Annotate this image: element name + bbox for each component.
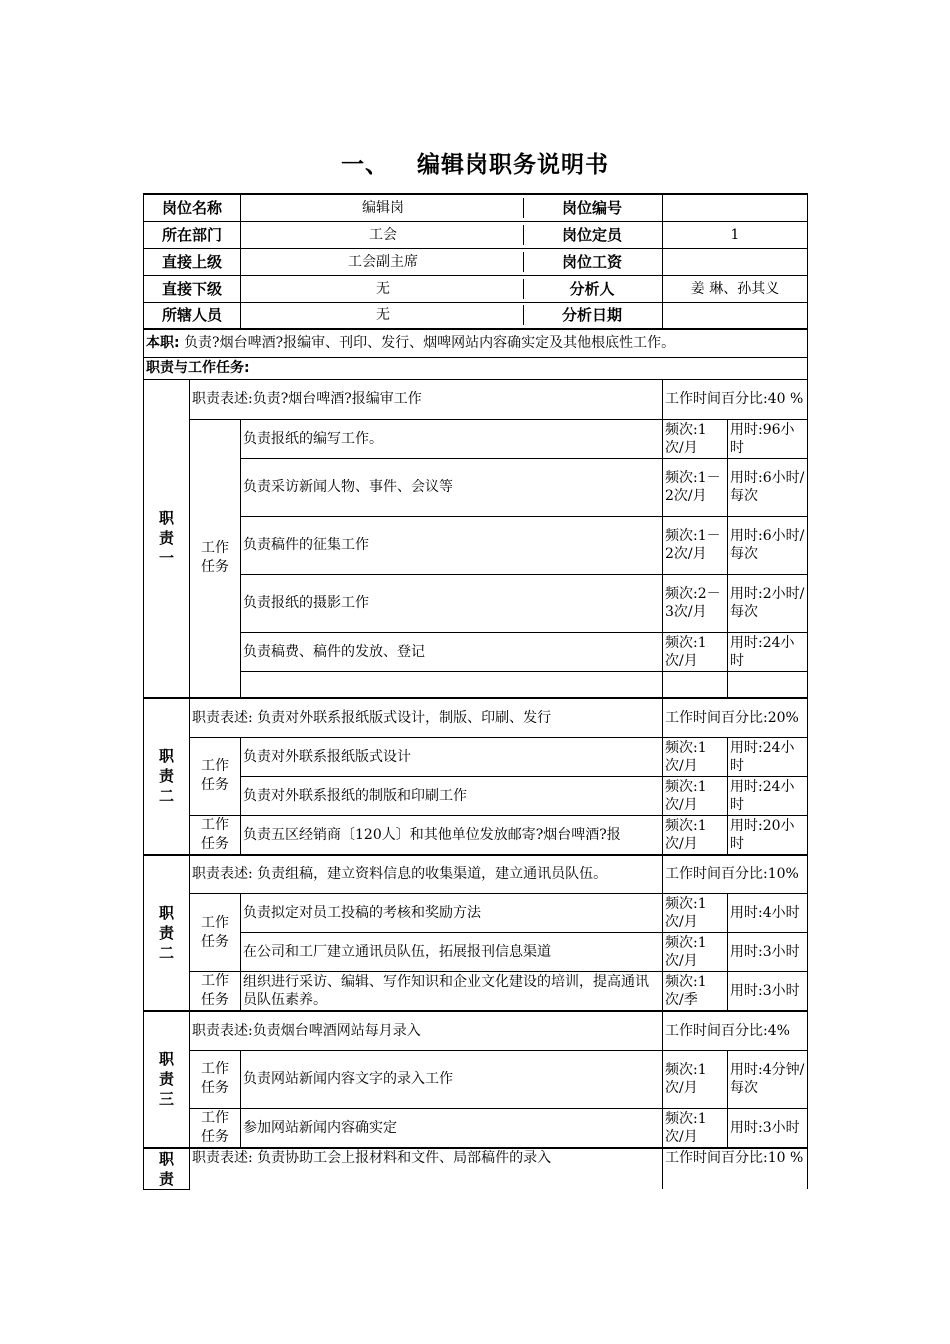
duty-5-statement: 职责表述: 负责协助工会上报材料和文件、局部稿件的录入: [190, 1148, 663, 1190]
duty-1-task-1-freq: 频次:1次/月: [663, 419, 728, 458]
duty-3-task-2: 在公司和工厂建立通讯员队伍，拓展报刊信息渠道: [241, 933, 663, 972]
duty-2-task-3-freq: 频次:1次/月: [663, 815, 728, 855]
summary-text: 负责?烟台啤酒?报编审、刊印、发行、烟啤网站内容确实定及其他根底性工作。: [184, 335, 676, 352]
duty-2-task-1-time: 用时:24小时: [728, 737, 808, 776]
duty-3-statement: 职责表述: 负责组稿，建立资料信息的收集渠道，建立通讯员队伍。: [190, 855, 663, 894]
duty-3-task-1: 负责拟定对员工投稿的考核和奖励方法: [241, 894, 663, 933]
duty-1-empty-task: [241, 671, 663, 698]
title-text: 编辑岗职务说明书: [417, 152, 609, 178]
position-name-value: 编辑岗 岗位编号: [241, 194, 663, 221]
headcount-label: 岗位定员: [562, 225, 623, 244]
duty-1-task-2: 负责采访新闻人物、事件、会议等: [241, 458, 663, 516]
duty-2-task-label: 工作 任务: [190, 737, 241, 815]
duty-3-task-3: 组织进行采访、编辑、写作知识和企业文化建设的培训，提高通讯员队伍素养。: [241, 972, 663, 1012]
duty-2-percent: 工作时间百分比:20%: [663, 698, 808, 737]
duty-1-task-3: 负责稿件的征集工作: [241, 516, 663, 574]
duty-1-task-5-time: 用时:24小时: [728, 632, 808, 671]
duty-4-percent: 工作时间百分比:4%: [663, 1011, 808, 1050]
department-value: 工会 岗位定员: [241, 221, 663, 248]
duty-1-task-1: 负责报纸的编写工作。: [241, 419, 663, 458]
duty-1-task-4-freq: 频次:2－3次/月: [663, 574, 728, 632]
superior-label: 直接上级: [144, 248, 241, 275]
duty-1-task-2-time: 用时:6小时/每次: [728, 458, 808, 516]
position-code-value: [663, 194, 808, 221]
duty-3-task-2-time: 用时:3小时: [728, 933, 808, 972]
position-code-label: 岗位编号: [562, 198, 623, 217]
position-name-label: 岗位名称: [144, 194, 241, 221]
duty-2-task-3-time: 用时:20小时: [728, 815, 808, 855]
duty-3-task-2-freq: 频次:1次/月: [663, 933, 728, 972]
duty-4-task-1-time: 用时:4分钟/每次: [728, 1050, 808, 1108]
duty-3-task-1-time: 用时:4小时: [728, 894, 808, 933]
duty-4-task-2-time: 用时:3小时: [728, 1108, 808, 1148]
duty-5-percent: 工作时间百分比:10 %: [663, 1148, 808, 1190]
duty-1-task-3-freq: 频次:1－2次/月: [663, 516, 728, 574]
duty-3-task-3-time: 用时:3小时: [728, 972, 808, 1012]
duty-1-task-2-freq: 频次:1－2次/月: [663, 458, 728, 516]
duty-4-task2-label: 工作 任务: [190, 1108, 241, 1148]
superior-value: 工会副主席 岗位工资: [241, 248, 663, 275]
analyst-value: 姜 琳、孙其义: [663, 275, 808, 302]
duty-4-task-1: 负责网站新闻内容文字的录入工作: [241, 1050, 663, 1108]
managed-label: 所辖人员: [144, 302, 241, 329]
duty-2-task-3: 负责五区经销商〔120人〕和其他单位发放邮寄?烟台啤酒?报: [241, 815, 663, 855]
duty-2-name: 职 责 二: [144, 698, 190, 855]
page-title: [0, 146, 950, 179]
duty-3-task-3-freq: 频次:1次/季: [663, 972, 728, 1012]
analysis-date-label: 分析日期: [562, 306, 623, 325]
summary-label: 本职:: [146, 335, 180, 352]
duty-4-name: 职 责 三: [144, 1011, 190, 1148]
duty-3-task-1-freq: 频次:1次/月: [663, 894, 728, 933]
duty-1-task-3-time: 用时:6小时/每次: [728, 516, 808, 574]
duty-2-task-1-freq: 频次:1次/月: [663, 737, 728, 776]
headcount-value: 1: [663, 221, 808, 248]
salary-label: 岗位工资: [562, 252, 623, 271]
job-description-table: [143, 193, 808, 1190]
analysis-date-value: [663, 302, 808, 329]
duty-3-task-label: 工作 任务: [190, 894, 241, 972]
subordinate-value: 无 分析人: [241, 275, 663, 302]
duty-3-percent: 工作时间百分比:10%: [663, 855, 808, 894]
section-label: 职责与工作任务:: [144, 357, 808, 379]
duty-1-empty-freq: [663, 671, 728, 698]
duty-2-task-2: 负责对外联系报纸的制版和印刷工作: [241, 776, 663, 815]
subordinate-label: 直接下级: [144, 275, 241, 302]
duty-1-task-4: 负责报纸的摄影工作: [241, 574, 663, 632]
duty-2-statement: 职责表述: 负责对外联系报纸版式设计，制版、印刷、发行: [190, 698, 663, 737]
duty-2-task-1: 负责对外联系报纸版式设计: [241, 737, 663, 776]
duty-3-name: 职 责 二: [144, 855, 190, 1012]
department-label: 所在部门: [144, 221, 241, 248]
duty-4-task-1-freq: 频次:1次/月: [663, 1050, 728, 1108]
duty-1-task-4-time: 用时:2小时/每次: [728, 574, 808, 632]
analyst-label: 分析人: [569, 279, 615, 298]
title-number: 一、: [341, 152, 389, 178]
job-summary: [144, 329, 808, 357]
duty-1-percent: 工作时间百分比:40 %: [663, 379, 808, 419]
duty-1-task-label: 工作 任务: [190, 419, 241, 698]
managed-value: 无 分析日期: [241, 302, 663, 329]
duty-1-task-1-time: 用时:96小时: [728, 419, 808, 458]
duty-1-task-5: 负责稿费、稿件的发放、登记: [241, 632, 663, 671]
duty-2-task-2-freq: 频次:1次/月: [663, 776, 728, 815]
duty-2-task-2-time: 用时:24小时: [728, 776, 808, 815]
duty-3-task2-label: 工作 任务: [190, 972, 241, 1012]
duty-4-task-label: 工作 任务: [190, 1050, 241, 1108]
salary-value: [663, 248, 808, 275]
duty-1-task-5-freq: 频次:1次/月: [663, 632, 728, 671]
duty-1-name: 职 责 一: [144, 379, 190, 698]
duty-1-statement: 职责表述:负责?烟台啤酒?报编审工作: [190, 379, 663, 419]
duty-5-name: 职 责: [144, 1148, 190, 1190]
duty-2-task2-label: 工作 任务: [190, 815, 241, 855]
duty-4-task-2: 参加网站新闻内容确实定: [241, 1108, 663, 1148]
duty-4-task-2-freq: 频次:1次/月: [663, 1108, 728, 1148]
duty-4-statement: 职责表述:负责烟台啤酒网站每月录入: [190, 1011, 663, 1050]
duty-1-empty-time: [728, 671, 808, 698]
